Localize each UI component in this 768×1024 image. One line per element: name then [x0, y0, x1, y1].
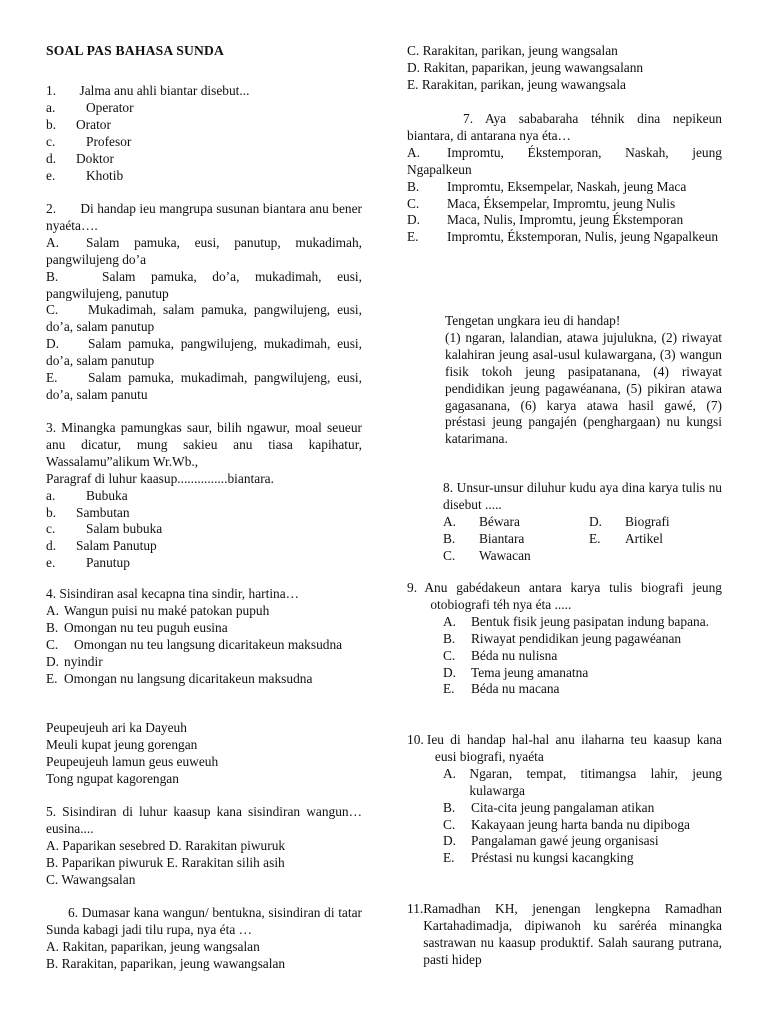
question-7-option-a[interactable]: A. Impromtu, Ékstemporan, Naskah, jeung Ngapalkeun — [407, 144, 722, 177]
question-8 — [407, 480, 722, 565]
question-7-option-e[interactable]: E. Impromtu, Ékstemporan, Nulis, jeung Ngapalkeun — [407, 229, 719, 245]
question-3-option-a[interactable]: a. Bubuka — [46, 487, 128, 503]
poem-line: Meuli kupat jeung gorengan — [46, 736, 198, 752]
question-7-option-d[interactable]: D. Maca, Nulis, Impromtu, jeung Ékstemporan — [407, 212, 684, 228]
poem-line: Peupeujeuh ari ka Dayeuh — [46, 720, 187, 735]
question-10 — [407, 732, 722, 867]
question-5-line[interactable]: A. Paparikan sesebred D. Rarakitan piwuruk — [46, 837, 286, 853]
question-1-option-d[interactable]: d. Doktor — [46, 150, 114, 166]
question-3-stem-2: Paragraf di luhur kaasup...............biantara. — [46, 470, 274, 486]
question-8-option-b-letter[interactable]: B. — [443, 530, 456, 546]
question-9-option-c[interactable]: C. Béda nu nulisna — [443, 647, 558, 663]
question-8-option-b-text[interactable]: Biantara — [479, 530, 525, 546]
question-4-option-a[interactable]: A. Wangun puisi nu maké patokan pupuh — [46, 602, 270, 618]
question-5 — [46, 804, 362, 889]
question-11-stem: Ramadhan KH, jenengan lengkepna Ramadhan Kartahadimadja, dipiwanoh ku saréréa minangka sastrawan nu kaasup produktif. Salah saurang putrana, pasti hidep — [423, 901, 722, 967]
question-4 — [46, 586, 362, 687]
question-8-option-d-letter[interactable]: D. — [589, 513, 603, 529]
question-8-stem: 8. Unsur-unsur diluhur kudu aya dina karya tulis nu disebut ..... — [443, 480, 722, 512]
question-6-option-a[interactable]: A. Rakitan, paparikan, jeung wangsalan — [46, 938, 260, 954]
question-8-option-e-text[interactable]: Artikel — [625, 530, 663, 546]
question-9-stem: Anu gabédakeun antara karya tulis biografi jeung otobiografi téh nya éta ..... — [424, 580, 722, 612]
question-8-options — [443, 514, 722, 565]
question-10-stem: Ieu di handap hal-hal anu ilaharna teu kaasup kana eusi biografi, nyaéta — [426, 732, 722, 764]
question-8-option-c-text[interactable]: Wawacan — [479, 547, 531, 563]
question-7-stem: 7. Aya sababaraha téhnik dina nepikeun biantara, di antarana nya éta… — [407, 111, 722, 143]
poem-line: Peupeujeuh lamun geus euweuh — [46, 753, 219, 769]
question-3-stem: 3. Minangka pamungkas saur, bilih ngawur, moal seueur anu dicatur, mung sakieu anu tiasa kapihatur, Wassalamu”alikum Wr.Wb., — [46, 420, 362, 469]
question-1-option-e[interactable]: e. Khotib — [46, 167, 124, 183]
question-9-option-b[interactable]: B. Riwayat pendidikan jeung pagawéanan — [443, 630, 682, 646]
question-6-stem: 6. Dumasar kana wangun/ bentukna, sisindiran di tatar Sunda kabagi jadi tilu rupa, nya éta … — [46, 905, 362, 937]
question-8-option-a-text[interactable]: Béwara — [479, 513, 520, 529]
question-4-option-e[interactable]: E. Omongan nu langsung dicaritakeun maksudna — [46, 670, 313, 686]
question-2-option-a[interactable]: A. Salam pamuka, eusi, panutup, mukadimah, pangwilujeng do’a — [46, 234, 362, 267]
question-4-option-c[interactable]: C. Omongan nu teu langsung dicaritakeun maksudna — [46, 636, 343, 652]
question-3 — [46, 420, 362, 572]
question-10-number: 10. — [407, 732, 424, 747]
question-9-option-e[interactable]: E. Béda nu macana — [443, 681, 560, 697]
question-5-line[interactable]: B. Paparikan piwuruk E. Rarakitan silih asih — [46, 854, 285, 870]
question-3-option-d[interactable]: d. Salam Panutup — [46, 538, 157, 554]
question-6-option-b[interactable]: B. Rarakitan, paparikan, jeung wawangsalan — [46, 955, 286, 971]
question-9-option-a[interactable]: A. Bentuk fisik jeung pasipatan indung bapana. — [443, 613, 710, 629]
question-1-option-b[interactable]: b. Orator — [46, 116, 111, 132]
question-10-option-d[interactable]: D. Pangalaman gawé jeung organisasi — [443, 833, 659, 849]
question-10-option-c[interactable]: C. Kakayaan jeung harta banda nu dipiboga — [443, 816, 691, 832]
question-7 — [407, 111, 722, 246]
question-6-option-e[interactable]: E. Rarakitan, parikan, jeung wawangsala — [407, 76, 627, 92]
question-1-option-a[interactable]: a. Operator — [46, 99, 134, 115]
question-2-option-e[interactable]: E. Salam pamuka, mukadimah, pangwilujeng, eusi, do’a, salam panutu — [46, 370, 362, 402]
question-6-option-c[interactable]: C. Rarakitan, parikan, jeung wangsalan — [407, 43, 618, 58]
question-6 — [46, 905, 362, 973]
question-9 — [407, 580, 722, 698]
page-title: SOAL PAS BAHASA SUNDA — [46, 43, 225, 58]
question-3-option-e[interactable]: e. Panutup — [46, 555, 130, 571]
question-1-option-c[interactable]: c. Profesor — [46, 133, 132, 149]
question-2-option-c[interactable]: C. Mukadimah, salam pamuka, pangwilujeng, eusi, do’a, salam panutup — [46, 302, 362, 335]
question-10-option-e[interactable]: E. Préstasi nu kungsi kacangking — [443, 850, 634, 866]
question-2-stem: 2. Di handap ieu mangrupa susunan biantara anu bener nyaéta…. — [46, 201, 366, 233]
question-8-option-d-text[interactable]: Biografi — [625, 513, 670, 529]
question-4-option-b[interactable]: B. Omongan nu teu puguh eusina — [46, 619, 228, 635]
poem — [46, 720, 362, 788]
question-7-option-c[interactable]: C. Maca, Éksempelar, Impromtu, jeung Nulis — [407, 195, 676, 211]
question-1-stem: 1. Jalma anu ahli biantar disebut... — [46, 83, 250, 98]
question-9-number: 9. — [407, 580, 418, 595]
question-2-option-b[interactable]: B. Salam pamuka, do’a, mukadimah, eusi, pangwilujeng, panutup — [46, 268, 362, 301]
poem-line: Tong ngupat kagorengan — [46, 770, 179, 786]
question-11 — [407, 901, 722, 969]
question-6-continued — [407, 43, 722, 94]
question-8-option-c-letter[interactable]: C. — [443, 547, 456, 563]
question-6-option-d[interactable]: D. Rakitan, paparikan, jeung wawangsalann — [407, 59, 644, 75]
passage-heading: Tengetan ungkara ieu di handap! — [445, 313, 621, 328]
question-4-option-d[interactable]: D. nyindir — [46, 653, 103, 669]
question-9-option-d[interactable]: D. Tema jeung amanatna — [443, 664, 589, 680]
question-10-option-a[interactable]: A. Ngaran, tempat, titimangsa lahir, jeung kulawarga — [443, 765, 722, 798]
passage — [407, 313, 722, 448]
question-11-number: 11. — [407, 901, 424, 916]
question-10-option-b[interactable]: B. Cita-cita jeung pangalaman atikan — [443, 799, 655, 815]
question-4-stem: 4. Sisindiran asal kecapna tina sindir, hartina… — [46, 586, 300, 601]
question-1 — [46, 83, 362, 184]
question-7-option-b[interactable]: B. Impromtu, Eksempelar, Naskah, jeung Maca — [407, 178, 687, 194]
question-3-option-b[interactable]: b. Sambutan — [46, 504, 130, 520]
passage-text: (1) ngaran, lalandian, atawa jujulukna, (2) riwayat kalahiran jeung asal-usul kulawargana, (3) wangun fisik tokoh jeung pasipatanana, (4) riwayat pendidikan jeung pagawéanana, (5) pikiran atawa gagasanana, (6) karya atawa hasil gawé, (7) préstasi jeung pangajén (penghargaan) nu kungsi katarimana. — [445, 329, 722, 447]
question-5-stem: 5. Sisindiran di luhur kaasup kana sisindiran wangun…eusina.... — [46, 804, 362, 836]
question-2 — [46, 201, 366, 404]
question-3-option-c[interactable]: c. Salam bubuka — [46, 521, 163, 537]
question-5-line[interactable]: C. Wawangsalan — [46, 871, 136, 887]
question-8-option-e-letter[interactable]: E. — [589, 530, 601, 546]
question-8-option-a-letter[interactable]: A. — [443, 513, 457, 529]
question-2-option-d[interactable]: D. Salam pamuka, pangwilujeng, mukadimah, eusi, do’a, salam panutup — [46, 336, 362, 369]
